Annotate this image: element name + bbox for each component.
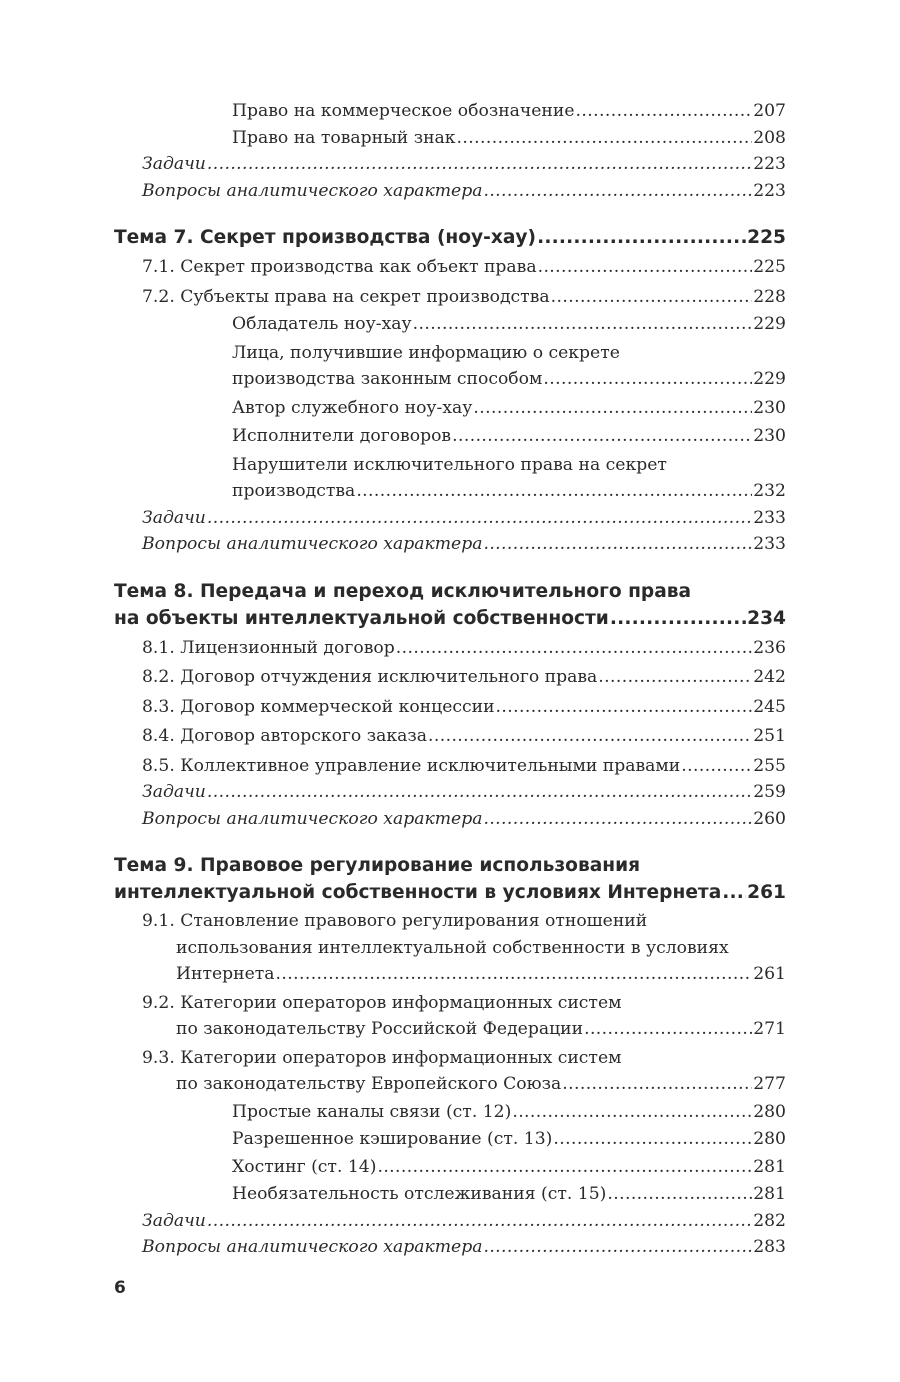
leader-dots bbox=[207, 505, 752, 532]
leader-dots bbox=[562, 1071, 752, 1098]
toc-entry-page: 233 bbox=[753, 507, 786, 528]
toc-entry-page: 251 bbox=[753, 726, 786, 746]
toc-entry-title-line: Нарушители исключительного права на секрет bbox=[232, 454, 667, 475]
theme-heading bbox=[114, 605, 786, 632]
toc-entry-tasks bbox=[114, 151, 786, 178]
toc-entry bbox=[114, 664, 786, 691]
toc-entry-title-line: использования интеллектуальной собственности в условиях bbox=[176, 937, 729, 958]
toc-entry-title: 8.1. Лицензионный договор bbox=[142, 637, 395, 658]
toc-entry bbox=[114, 254, 786, 281]
toc-entry-page: 280 bbox=[753, 1129, 786, 1149]
toc-entry-multiline bbox=[114, 990, 786, 1017]
toc-entry-title: Задачи bbox=[142, 154, 206, 174]
leader-dots bbox=[452, 423, 752, 450]
leader-dots bbox=[483, 531, 752, 558]
leader-dots bbox=[483, 178, 752, 205]
toc-entry-title: Хостинг (ст. 14) bbox=[232, 1156, 377, 1177]
leader-dots bbox=[681, 753, 752, 780]
leader-dots bbox=[207, 779, 752, 806]
toc-entry-page: 280 bbox=[753, 1101, 786, 1122]
leader-dots bbox=[396, 635, 752, 662]
leader-dots bbox=[584, 1016, 752, 1043]
page-number: 6 bbox=[114, 1278, 126, 1298]
toc-entry-title-line: 9.3. Категории операторов информационных систем bbox=[142, 1047, 622, 1068]
toc-entry-page: 255 bbox=[753, 755, 786, 776]
toc-entry-title: Простые каналы связи (ст. 12) bbox=[232, 1101, 512, 1122]
toc-entry bbox=[114, 1181, 786, 1208]
toc-entry-page: 281 bbox=[753, 1156, 786, 1177]
toc-entry bbox=[114, 366, 786, 393]
toc-entry-title-line: Лица, получившие информацию о секрете bbox=[232, 342, 620, 363]
toc-entry bbox=[114, 1126, 786, 1153]
toc-entry bbox=[114, 1154, 786, 1181]
toc-entry-title-line: Интернета bbox=[176, 964, 275, 984]
toc-entry-page: 259 bbox=[753, 782, 786, 802]
toc-entry bbox=[114, 694, 786, 721]
toc-entry-questions bbox=[114, 806, 786, 833]
leader-dots bbox=[428, 723, 752, 750]
theme-page: 225 bbox=[747, 227, 786, 248]
toc-entry-page: 277 bbox=[753, 1074, 786, 1094]
theme-page: 261 bbox=[747, 882, 786, 903]
toc-entry bbox=[114, 125, 786, 152]
leader-dots bbox=[483, 806, 752, 833]
theme-heading bbox=[114, 224, 786, 251]
toc-entry bbox=[114, 423, 786, 450]
toc-entry-page: 233 bbox=[753, 534, 786, 554]
toc-entry bbox=[114, 753, 786, 780]
toc-entry-title: Исполнители договоров bbox=[232, 426, 452, 446]
leader-dots bbox=[551, 284, 753, 311]
toc-entry-page: 208 bbox=[753, 127, 786, 148]
toc-entry-title-line: по законодательству Европейского Союза bbox=[176, 1074, 562, 1094]
toc-entry-page: 223 bbox=[753, 154, 786, 174]
toc-entry-page: 281 bbox=[753, 1184, 786, 1204]
toc-entry-questions bbox=[114, 178, 786, 205]
toc-entry-title: Автор служебного ноу-хау bbox=[232, 397, 473, 418]
leader-dots bbox=[207, 151, 752, 178]
toc-entry-title: 8.5. Коллективное управление исключительными правами bbox=[142, 755, 681, 776]
table-of-contents bbox=[114, 98, 786, 1261]
toc-entry-title-line: по законодательству Российской Федерации bbox=[176, 1019, 584, 1039]
leader-dots bbox=[473, 395, 752, 422]
toc-entry-multiline bbox=[114, 340, 786, 367]
toc-entry bbox=[114, 395, 786, 422]
leader-dots bbox=[496, 694, 753, 721]
leader-dots bbox=[610, 605, 746, 632]
toc-entry-page: 225 bbox=[753, 257, 786, 277]
toc-entry-title: Вопросы аналитического характера bbox=[142, 1237, 483, 1257]
toc-entry bbox=[114, 1071, 786, 1098]
toc-entry-page: 229 bbox=[753, 314, 786, 334]
toc-entry-page: 236 bbox=[753, 637, 786, 658]
toc-entry-page: 283 bbox=[753, 1237, 786, 1257]
toc-entry bbox=[114, 284, 786, 311]
toc-entry-title-line: производства законным способом bbox=[232, 369, 543, 389]
theme-page: 234 bbox=[747, 607, 786, 629]
leader-dots bbox=[576, 98, 753, 125]
toc-entry-questions bbox=[114, 1234, 786, 1261]
toc-entry-title: Разрешенное кэширование (ст. 13) bbox=[232, 1129, 553, 1149]
leader-dots bbox=[512, 1099, 752, 1126]
toc-entry-page: 271 bbox=[753, 1019, 786, 1039]
leader-dots bbox=[207, 1208, 752, 1235]
toc-entry-multiline bbox=[114, 908, 786, 961]
toc-entry-page: 228 bbox=[753, 286, 786, 307]
toc-entry-page: 242 bbox=[753, 667, 786, 687]
leader-dots bbox=[483, 1234, 752, 1261]
toc-entry bbox=[114, 311, 786, 338]
leader-dots bbox=[607, 1181, 752, 1208]
toc-entry-page: 207 bbox=[753, 101, 786, 121]
toc-entry-page: 245 bbox=[753, 696, 786, 717]
toc-entry-title: Обладатель ноу-хау bbox=[232, 314, 412, 334]
toc-entry-title: 8.2. Договор отчуждения исключительного права bbox=[142, 667, 598, 687]
toc-entry-page: 229 bbox=[753, 369, 786, 389]
leader-dots bbox=[598, 664, 752, 691]
toc-entry-title: Вопросы аналитического характера bbox=[142, 808, 483, 829]
theme-title-line: Тема 9. Правовое регулирование использования bbox=[114, 855, 641, 876]
theme-heading bbox=[114, 879, 786, 906]
toc-entry-multiline bbox=[114, 452, 786, 479]
leader-dots bbox=[377, 1154, 752, 1181]
toc-entry-title-line: производства bbox=[232, 481, 356, 501]
toc-entry-title-line: 9.1. Становление правового регулирования отношений bbox=[142, 911, 648, 931]
toc-entry-tasks bbox=[114, 779, 786, 806]
toc-entry-title: 7.2. Субъекты права на секрет производства bbox=[142, 286, 550, 307]
leader-dots bbox=[413, 311, 753, 338]
theme-title: Тема 7. Секрет производства (ноу-хау) bbox=[114, 227, 537, 248]
toc-entry bbox=[114, 961, 786, 988]
theme-title-line: на объекты интеллектуальной собственности bbox=[114, 607, 609, 629]
toc-entry-title: Задачи bbox=[142, 507, 206, 528]
theme-title-line: Тема 8. Передача и переход исключительного права bbox=[114, 580, 692, 602]
leader-dots bbox=[553, 1126, 752, 1153]
toc-entry-title: 7.1. Секрет производства как объект права bbox=[142, 257, 537, 277]
toc-entry-multiline bbox=[114, 1045, 786, 1072]
toc-entry-title: 8.3. Договор коммерческой концессии bbox=[142, 696, 495, 717]
toc-entry bbox=[114, 478, 786, 505]
toc-entry-title: Право на коммерческое обозначение bbox=[232, 101, 575, 121]
toc-entry-page: 282 bbox=[753, 1210, 786, 1231]
leader-dots bbox=[457, 125, 753, 152]
toc-entry bbox=[114, 723, 786, 750]
leader-dots bbox=[543, 366, 752, 393]
toc-entry-title: Необязательность отслеживания (ст. 15) bbox=[232, 1184, 607, 1204]
toc-entry-title-line: 9.2. Категории операторов информационных систем bbox=[142, 992, 622, 1013]
toc-entry-title: Задачи bbox=[142, 782, 206, 802]
toc-entry bbox=[114, 1099, 786, 1126]
toc-entry-page: 230 bbox=[753, 426, 786, 446]
leader-dots bbox=[538, 254, 753, 281]
leader-dots bbox=[356, 478, 752, 505]
toc-entry-page: 261 bbox=[753, 964, 786, 984]
toc-entry-page: 230 bbox=[753, 397, 786, 418]
toc-entry-page: 232 bbox=[753, 481, 786, 501]
theme-title-line: интеллектуальной собственности в условиях Интернета bbox=[114, 882, 722, 903]
toc-entry bbox=[114, 1016, 786, 1043]
leader-dots bbox=[722, 879, 746, 906]
toc-entry-page: 260 bbox=[753, 808, 786, 829]
toc-entry-title: Вопросы аналитического характера bbox=[142, 180, 483, 201]
toc-entry-tasks bbox=[114, 1208, 786, 1235]
toc-entry-title: Право на товарный знак bbox=[232, 127, 456, 148]
toc-entry-tasks bbox=[114, 505, 786, 532]
toc-entry-page: 223 bbox=[753, 180, 786, 201]
toc-entry-title: Вопросы аналитического характера bbox=[142, 534, 483, 554]
leader-dots bbox=[276, 961, 753, 988]
leader-dots bbox=[537, 224, 746, 251]
toc-entry bbox=[114, 98, 786, 125]
toc-entry-title: Задачи bbox=[142, 1210, 206, 1231]
toc-entry bbox=[114, 635, 786, 662]
toc-entry-questions bbox=[114, 531, 786, 558]
toc-entry-title: 8.4. Договор авторского заказа bbox=[142, 726, 427, 746]
